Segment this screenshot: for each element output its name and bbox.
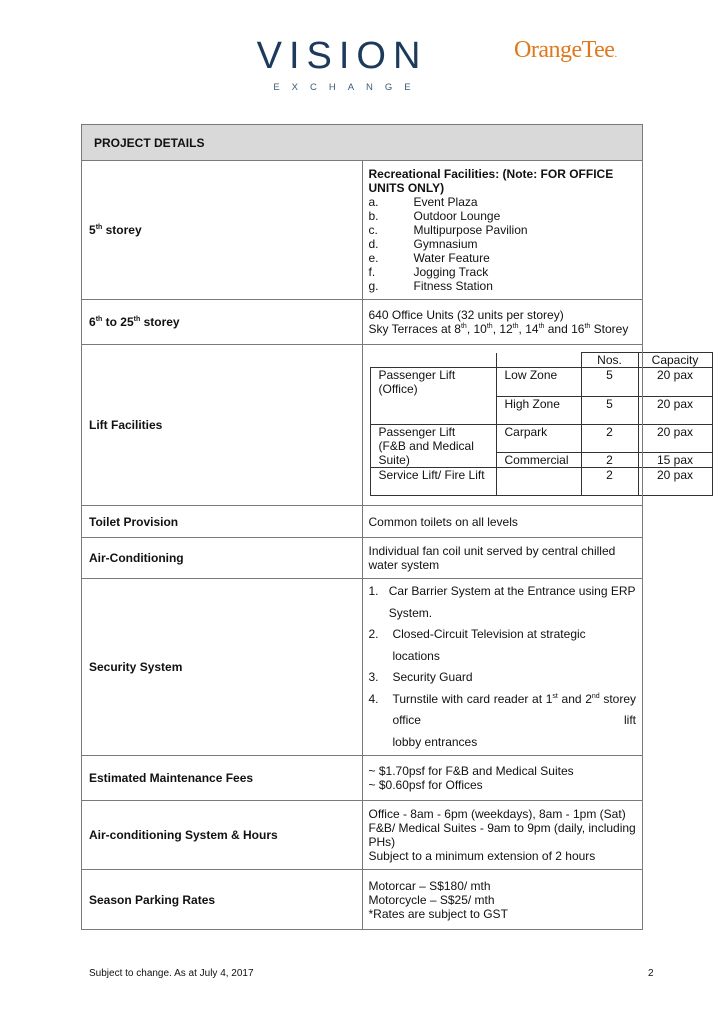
sixth-to-25th-value [362,300,643,345]
list-item-key: a. [368,195,379,209]
ac-hours-value [362,801,643,870]
vision-logo-text: VISION [256,35,428,77]
toilet-row [82,506,643,538]
list-item-key: f. [368,265,376,279]
text-part: , 10 [466,322,487,336]
maintenance-label: Estimated Maintenance Fees [82,756,363,801]
orangetee-logo: OrangeTee. [514,37,617,63]
label-sup: th [95,316,103,323]
lift-nos-cell: 5 [581,396,638,424]
list-item-value: Water Feature [413,251,490,265]
security-item4-line2: lobby entrances [392,734,478,749]
label-part: 6 [89,315,96,329]
list-item [369,237,637,251]
lift-type-cell [370,396,496,424]
orangetee-logo-text: OrangeTee [514,37,615,63]
lift-zone-cell: Carpark [496,424,581,452]
project-details-table [81,124,699,930]
list-item-value: Event Plaza [413,195,478,209]
label-sup: th [133,316,141,323]
fifth-storey-label-rest: storey [102,223,142,237]
list-item-key: d. [368,237,379,251]
lift-row-low [370,368,712,397]
list-item-value: Multipurpose Pavilion [413,223,528,237]
ac-hours-line: Subject to a minimum extension of 2 hours [368,849,596,863]
lift-cap-cell: 15 pax [638,452,712,467]
lift-head-row [370,353,712,368]
list-item-key: b. [368,209,379,223]
lift-cap-cell: 20 pax [638,467,712,495]
maintenance-line: ~ $1.70psf for F&B and Medical Suites [368,764,574,778]
list-item-value: Jogging Track [413,265,489,279]
security-item4-line1 [393,689,637,732]
lift-row-service [370,467,712,495]
list-item-key: c. [368,223,378,237]
parking-line: Motorcar – S$180/ mth [368,878,491,893]
security-item-text [393,689,637,754]
ac-hours-label: Air-conditioning System & Hours [82,801,363,870]
security-item-text: Car Barrier System at the Entrance using ERP System. [388,584,636,620]
text-sup: th [460,323,467,330]
lift-nos-cell: 2 [581,424,638,452]
security-item [369,667,637,689]
lift-row-carpark [370,424,712,452]
parking-line: *Rates are subject to GST [368,906,508,921]
security-item-num: 4. [368,691,379,706]
list-item [369,209,637,223]
list-item-key: e. [368,251,379,265]
text-part: , 12 [492,322,513,336]
list-item [369,223,637,237]
security-item-num: 2. [368,627,379,641]
text-part: and 2 [557,691,592,706]
recreational-facilities-title: Recreational Facilities: (Note: FOR OFFICE UNITS ONLY) [368,167,614,195]
text-part: and 16 [544,322,585,336]
text-sup: st [552,692,558,700]
text-sup: th [584,323,591,330]
lift-type-line: (Office) [378,382,418,396]
table-header-row [82,125,643,161]
lift-empty-cell [370,353,496,368]
lift-zone-cell [496,467,581,495]
security-item-num: 1. [368,584,379,598]
parking-value [362,870,643,930]
text-part: storey office lift [392,691,637,727]
lift-facilities-row [82,345,643,506]
lift-nos-cell: 5 [581,368,638,397]
office-units-line: 640 Office Units (32 units per storey) [368,308,564,322]
lift-capacity-header: Capacity [638,353,712,368]
list-item [369,265,637,279]
security-item-text: Closed-Circuit Television at strategic locations [392,627,586,663]
security-item-text: Security Guard [392,670,473,684]
page-number: 2 [648,968,654,979]
parking-label: Season Parking Rates [82,870,363,930]
text-sup: nd [591,692,600,700]
aircon-value: Individual fan coil unit served by central chilled water system [362,538,643,579]
fifth-storey-value [362,161,643,300]
sky-terraces-line [369,322,637,336]
fifth-storey-label [82,161,363,300]
fifth-storey-label-sup: th [95,224,103,231]
label-part: storey [140,315,180,329]
security-item-num: 3. [368,670,379,684]
footer-note: Subject to change. As at July 4, 2017 [89,968,254,979]
list-item [369,251,637,265]
ac-hours-line: Office - 8am - 6pm (weekdays), 8am - 1pm (Sat) [368,807,626,821]
lift-type-line: Passenger Lift [378,424,456,439]
lift-nos-cell: 2 [581,467,638,495]
security-item [369,581,637,624]
lift-nos-cell: 2 [581,452,638,467]
lift-type-cell [370,368,496,397]
security-row [82,579,643,756]
lift-cap-cell: 20 pax [638,368,712,397]
security-item [369,624,637,667]
security-value [362,579,643,756]
list-item-value: Gymnasium [413,237,478,251]
ac-hours-line: F&B/ Medical Suites - 9am to 9pm (daily, including PHs) [368,821,636,849]
text-sup: th [512,323,519,330]
text-part: Sky Terraces at 8 [368,322,461,336]
lift-facilities-value [362,345,699,506]
lift-nos-header: Nos. [581,353,638,368]
security-label: Security System [82,579,363,756]
lift-empty-cell [496,353,581,368]
lift-type-line: Suite) [378,452,410,467]
list-item-value: Outdoor Lounge [413,209,501,223]
text-part: Turnstile with card reader at 1 [392,691,553,706]
lift-table [370,352,713,496]
lift-zone-cell: Commercial [496,452,581,467]
lift-zone-cell: Low Zone [496,368,581,397]
table-header: PROJECT DETAILS [82,125,643,161]
sixth-to-25th-label [82,300,363,345]
ac-hours-row [82,801,643,870]
parking-line: Motorcycle – S$25/ mth [368,892,495,907]
list-item-key: g. [368,279,379,293]
lift-type-cell: Service Lift/ Fire Lift [370,467,496,495]
maintenance-row [82,756,643,801]
security-item [369,689,637,754]
lift-facilities-label: Lift Facilities [82,345,363,506]
aircon-label: Air-Conditioning [82,538,363,579]
list-item [369,195,637,209]
lift-row-high [370,396,712,424]
lift-type-line: Passenger Lift [378,368,456,382]
fifth-storey-row [82,161,643,300]
vision-exchange-logo [252,36,432,93]
lift-cap-cell: 20 pax [638,396,712,424]
toilet-value: Common toilets on all levels [362,506,643,538]
lift-type-cell [370,424,496,467]
text-part: , 14 [518,322,539,336]
lift-type-line: (F&B and Medical [378,438,474,453]
fifth-storey-label-num: 5 [89,223,96,237]
sixth-to-25th-row [82,300,643,345]
list-item [369,279,637,293]
label-part: to 25 [102,315,134,329]
list-item-value: Fitness Station [413,279,493,293]
text-sup: th [486,323,493,330]
parking-row [82,870,643,930]
maintenance-value [362,756,643,801]
maintenance-line: ~ $0.60psf for Offices [368,778,483,792]
text-part: Storey [590,322,629,336]
lift-cap-cell: 20 pax [638,424,712,452]
toilet-label: Toilet Provision [82,506,363,538]
text-sup: th [538,323,545,330]
lift-zone-cell: High Zone [496,396,581,424]
exchange-logo-text: EXCHANGE [273,82,423,93]
aircon-row [82,538,643,579]
